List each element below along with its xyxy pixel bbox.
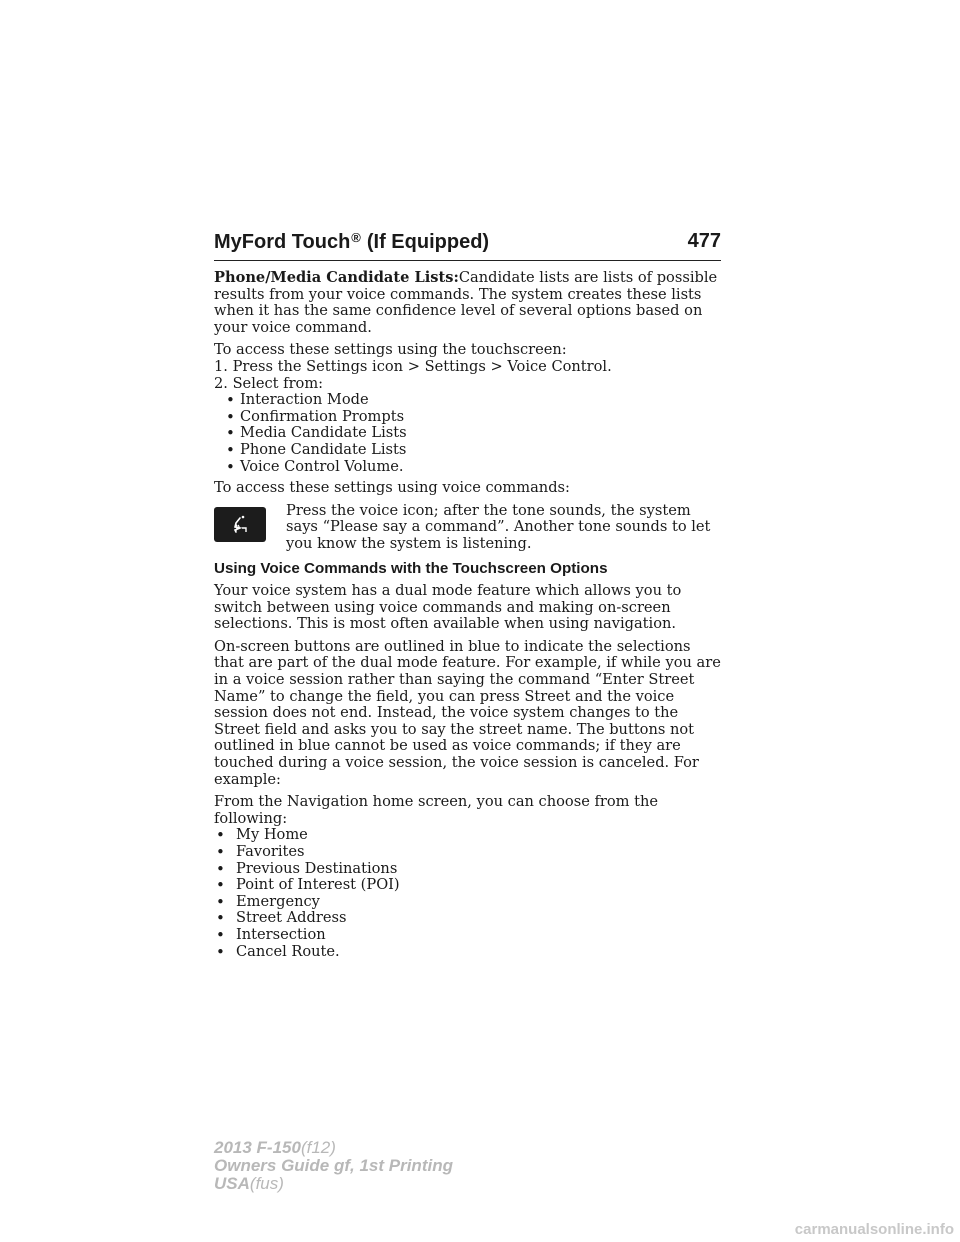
voice-icon [214, 507, 266, 542]
list-item: • Previous Destinations [214, 861, 724, 878]
outline-paragraph: On-screen buttons are outlined in blue to indicate the selections that are part of the dual mode feature. For example, if while you are in a voice session rather than saying the command “Enter Street Name” to change the field, you can press Street and the voice session does not end. Instead, the voice system changes to the Street field and asks you to say the street name. The buttons not outlined in blue cannot be used as voice commands; if they are touched during a voice session, the voice session is canceled. For example: [214, 637, 721, 788]
step-2: 2. Select from: [214, 374, 324, 392]
list-item: • Point of Interest (POI) [214, 877, 724, 894]
step-1: 1. Press the Settings icon > Settings > Voice Control. [214, 357, 612, 375]
candidate-text: Candidate lists are lists of possible results from your voice commands. The system creates these lists when it has the same confidence level of several options based on your voice command. [214, 269, 718, 336]
section-heading: Using Voice Commands with the Touchscreen Options [214, 559, 608, 577]
footer-market-code: (fus) [249, 1174, 284, 1193]
chapter-title [214, 230, 489, 254]
voice-access-intro: To access these settings using voice commands: [214, 479, 570, 497]
list-item: • Phone Candidate Lists [214, 442, 724, 459]
dual-mode-paragraph: Your voice system has a dual mode feature which allows you to switch between using voice commands and making on-screen selections. This is most often available when using navigation. [214, 582, 682, 633]
list-item: • Cancel Route. [214, 944, 724, 961]
candidate-runin: Phone/Media Candidate Lists: [214, 269, 459, 286]
list-item: • Street Address [214, 910, 724, 927]
voice-settings-list [214, 392, 724, 475]
footer-model: 2013 F-150 [214, 1138, 301, 1157]
chapter-title-text: MyFord Touch [214, 231, 351, 253]
footer-market-line [214, 1175, 453, 1193]
voice-icon-row [214, 503, 724, 553]
footer-model-code: (f12) [300, 1138, 336, 1157]
list-item: • Favorites [214, 844, 724, 861]
navigation-intro: From the Navigation home screen, you can choose from the following: [214, 793, 659, 827]
list-item: • My Home [214, 827, 724, 844]
list-item: • Confirmation Prompts [214, 409, 724, 426]
list-item: • Media Candidate Lists [214, 425, 724, 442]
list-item: • Voice Control Volume. [214, 459, 724, 476]
page-body [214, 270, 724, 960]
list-item: • Intersection [214, 927, 724, 944]
touch-steps [214, 359, 724, 475]
footer-model-line [214, 1139, 453, 1157]
list-item: • Emergency [214, 894, 724, 911]
candidate-paragraph [214, 270, 724, 336]
footer-market: USA [214, 1174, 250, 1193]
list-item: • Interaction Mode [214, 392, 724, 409]
footer-guide: Owners Guide gf, 1st Printing [214, 1156, 453, 1175]
chapter-qualifier: (If Equipped) [366, 231, 490, 253]
page-header [214, 226, 721, 261]
page-footer [214, 1139, 453, 1193]
registered-mark: ® [351, 230, 361, 245]
navigation-options-list [214, 827, 724, 960]
voice-instruction: Press the voice icon; after the tone sounds, the system says “Please say a command”. Another tone sounds to let you know the system is listening. [286, 501, 711, 552]
watermark: carmanualsonline.info [794, 1221, 954, 1238]
touch-access-intro: To access these settings using the touchscreen: [214, 341, 567, 359]
page-number: 477 [687, 230, 721, 252]
